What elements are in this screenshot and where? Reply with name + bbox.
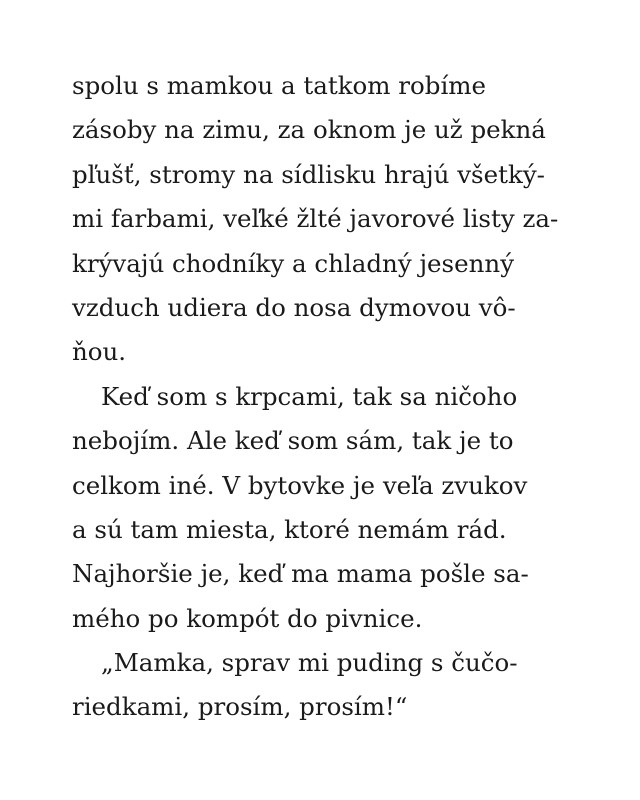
text-line: zásoby na zimu, za oknom je už pekná [72, 115, 546, 145]
text-line: Najhoršie je, keď ma mama pošle sa- [72, 559, 529, 589]
text-line: vzduch udiera do nosa dymovou vô- [72, 292, 516, 322]
text-line: nebojím. Ale keď som sám, tak je to [72, 426, 514, 456]
text-line: a sú tam miesta, ktoré nemám rád. [72, 514, 507, 544]
body-text [72, 64, 572, 730]
text-line: mého po kompót do pivnice. [72, 603, 423, 633]
text-line: spolu s mamkou a tatkom robíme [72, 71, 487, 100]
text-line: mi farbami, veľké žlté javorové listy za- [72, 204, 559, 234]
text-line: celkom iné. V bytovke je veľa zvukov [72, 470, 528, 500]
text-line: ňou. [72, 337, 127, 367]
text-line: krývajú chodníky a chladný jesenný [72, 248, 515, 278]
text-line: riedkami, prosím, prosím!“ [72, 692, 408, 722]
text-line: pľušť, stromy na sídlisku hrajú všetký- [72, 159, 545, 189]
paragraph-start-line: Keď som s krpcami, tak sa ničoho [101, 381, 518, 411]
paragraph-start-line: „Mamka, sprav mi puding s čučo- [101, 648, 518, 678]
